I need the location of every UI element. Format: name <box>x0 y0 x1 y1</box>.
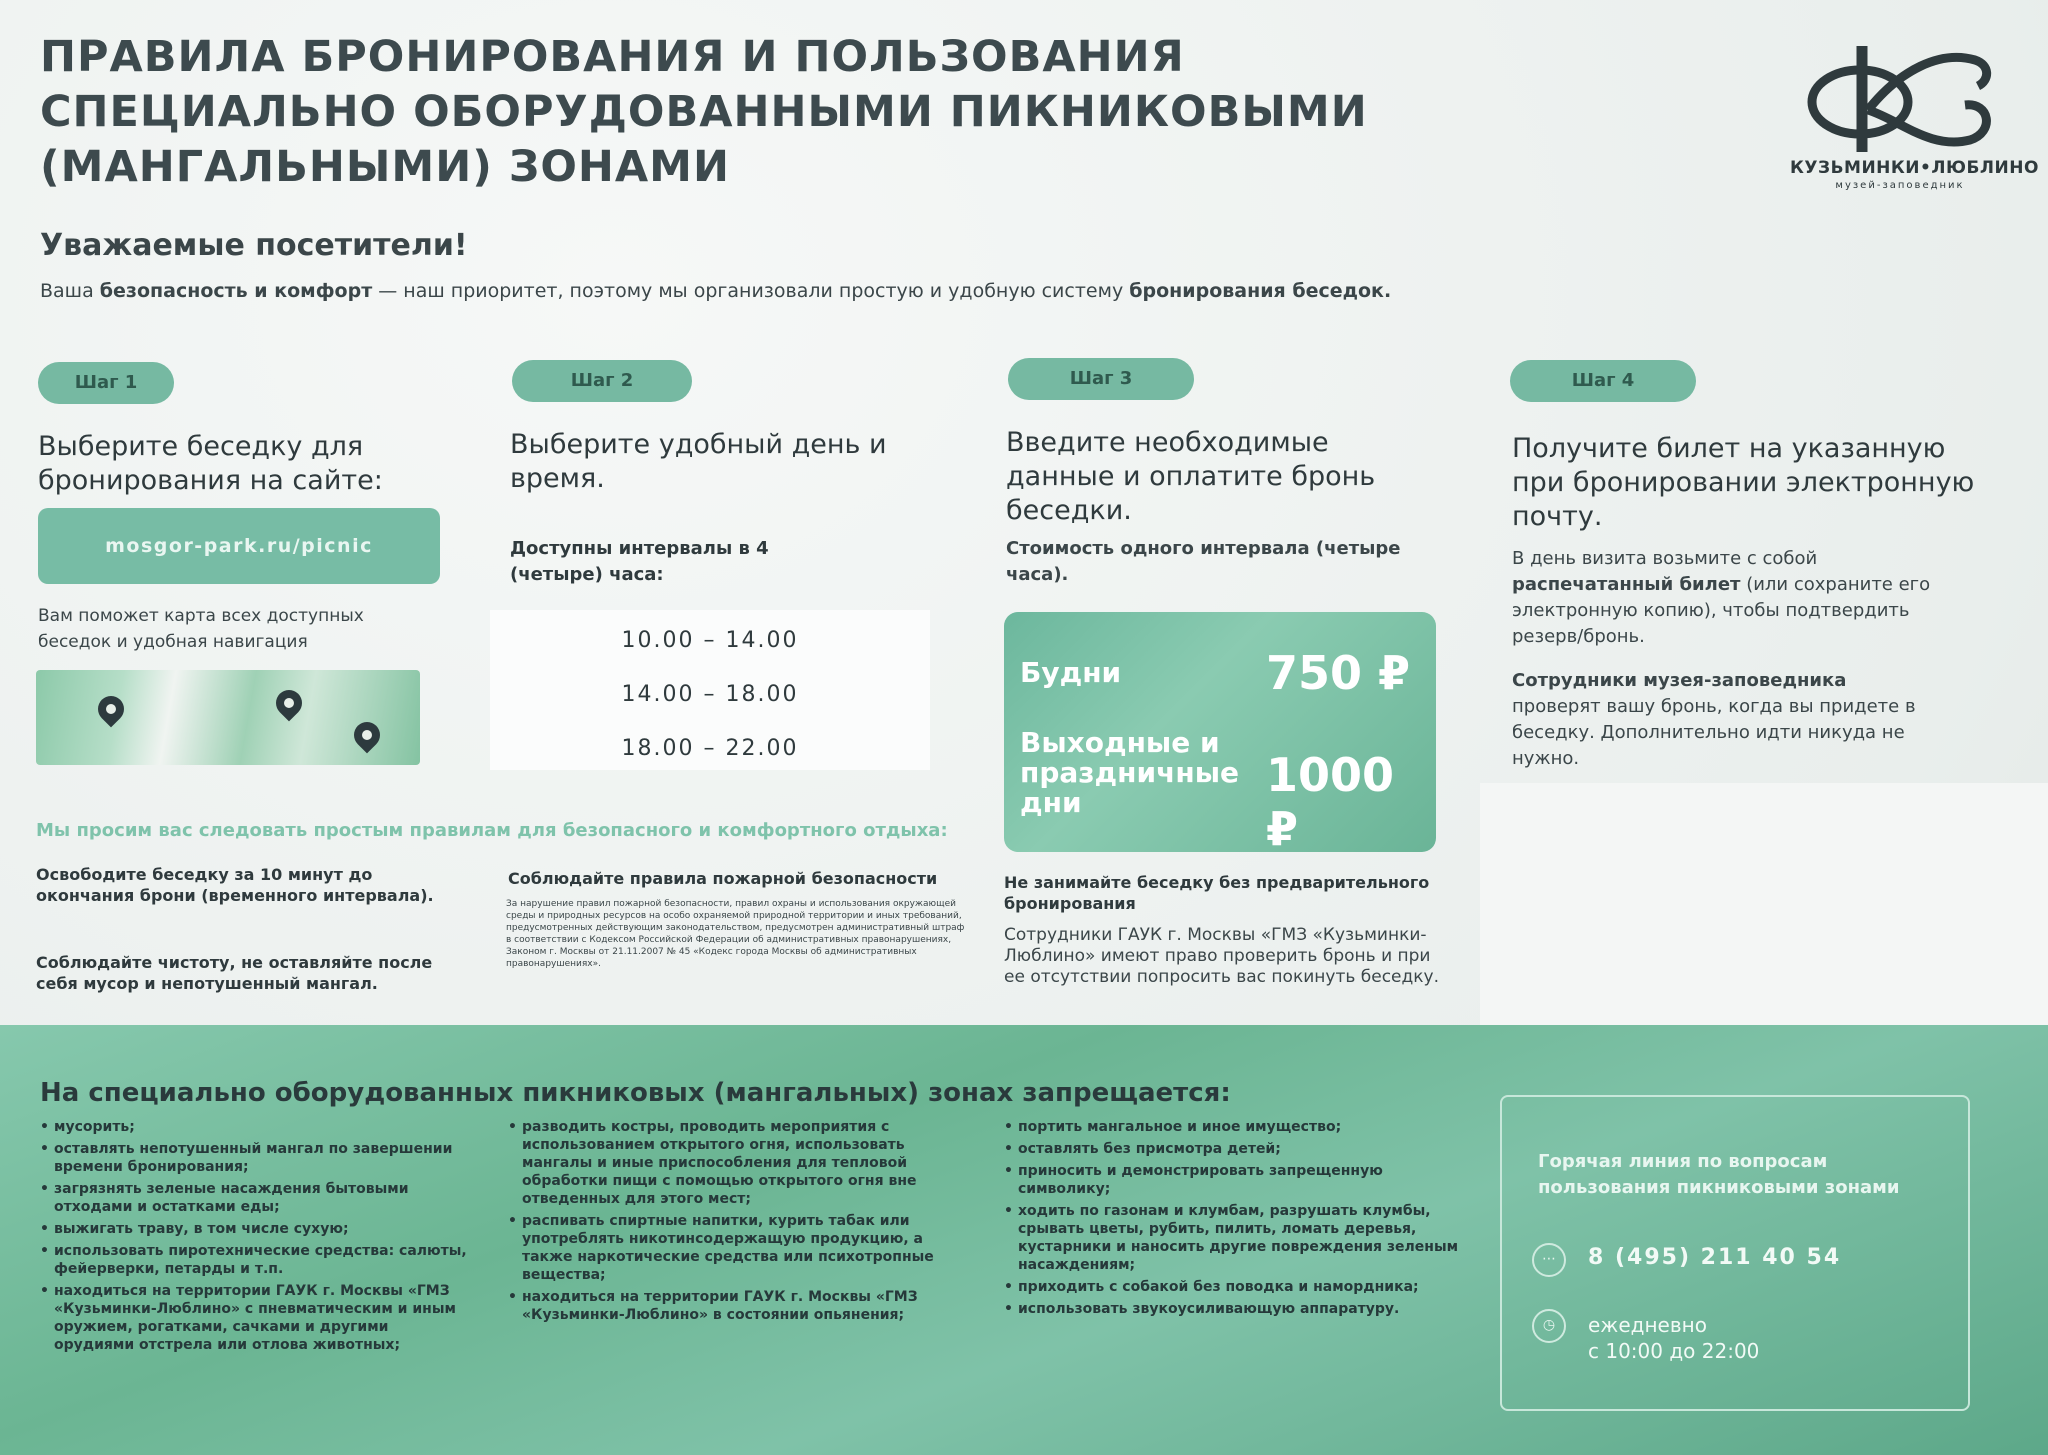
list-item: • находиться на территории ГАУК г. Москвы «ГМЗ «Кузьминки-Люблино» в состоянии опьянения; <box>508 1288 968 1324</box>
fire-safety-fine-print: За нарушение правил пожарной безопасности, правил охраны и использования окружающей среды и природных ресурсов на особо охраняемой природной территории и иных требований, предусмотренных действующим законодательством, предусмотрен административный штраф в соответствии с Кодексом Российской Федерации об административных правонарушениях, Законом г. Москвы от 21.11.2007 № 45 «Кодекс города Москвы об административных правонарушениях». <box>506 899 965 969</box>
logo-emblem-icon <box>1790 40 2010 155</box>
title-line-2: СПЕЦИАЛЬНО ОБОРУДОВАННЫМИ ПИКНИКОВЫМИ <box>40 87 1368 137</box>
step-3-heading: Введите необходимые данные и оплатите бронь беседки. <box>1006 427 1376 526</box>
list-item: • оставлять непотушенный мангал по завершении времени бронирования; <box>40 1140 470 1176</box>
rule-no-booking: Не занимайте беседку без предварительного бронирования <box>1004 873 1430 913</box>
price-label-weekday: Будни <box>1020 656 1122 689</box>
interval-item: 18.00 – 22.00 <box>621 736 799 761</box>
clock-icon: ◷ <box>1532 1309 1566 1343</box>
list-item: • разводить костры, проводить мероприятия с использованием открытого огня, использовать мангалы и иные приспособления для тепловой обработки пищи с помощью открытого огня вне отведенных для этого мест; <box>508 1118 968 1208</box>
ticket-text-a: В день визита возьмите с собой <box>1512 548 1818 569</box>
board-title <box>40 30 1440 195</box>
step-2-heading: Выберите удобный день и время. <box>510 429 887 494</box>
intro-bold-1: безопасность и комфорт <box>99 280 373 302</box>
rule-clean: Соблюдайте чистоту, не оставляйте после себя мусор и непотушенный мангал. <box>36 953 433 993</box>
list-item: • выжигать траву, в том числе сухую; <box>40 1220 470 1238</box>
blank-sticker <box>1480 783 2048 1053</box>
rule-fire-safety: Соблюдайте правила пожарной безопасности <box>508 869 938 888</box>
intervals-title: Доступны интервалы в 4 (четыре) часа: <box>510 538 769 585</box>
list-item: • находиться на территории ГАУК г. Москвы «ГМЗ «Кузьминки-Люблино» с пневматическим и иным оружием, рогатками, сачками и другими орудиями отстрела или отлова животных; <box>40 1282 470 1354</box>
hotline-schedule <box>1588 1312 1759 1364</box>
list-item: • распивать спиртные напитки, курить табак или употреблять никотинсодержащую продукцию, а также наркотические средства или психотропные вещества; <box>508 1212 968 1284</box>
prohibited-title: На специально оборудованных пикниковых (мангальных) зонах запрещается: <box>40 1078 1231 1108</box>
rule-free-gazebo: Освободите беседку за 10 минут до окончания брони (временного интервала). <box>36 865 434 905</box>
list-item: • загрязнять зеленые насаждения бытовыми отходами и остатками еды; <box>40 1180 470 1216</box>
list-item: • ходить по газонам и клумбам, разрушать клумбы, срывать цветы, рубить, пилить, ломать деревья, кустарники и наносить другие повреждения зеленым насаждениям; <box>1004 1202 1474 1274</box>
price-label-weekend: Выходные и праздничные дни <box>1020 726 1240 819</box>
step-4-pill: Шаг 4 <box>1510 360 1696 402</box>
title-line-3: (МАНГАЛЬНЫМИ) ЗОНАМИ <box>40 142 730 192</box>
intervals-list <box>490 610 930 770</box>
step-4-heading: Получите билет на указанную при бронировании электронную почту. <box>1512 433 1975 532</box>
hotline-title: Горячая линия по вопросам пользования пикниковыми зонами <box>1538 1151 1900 1198</box>
hotline-panel <box>1500 1095 1970 1411</box>
list-item: • оставлять без присмотра детей; <box>1004 1140 1474 1158</box>
list-item: • приносить и демонстрировать запрещенную символику; <box>1004 1162 1474 1198</box>
intro-bold-2: бронирования беседок. <box>1129 280 1392 302</box>
phone-icon: ⋯ <box>1532 1243 1566 1277</box>
list-item: • приходить с собакой без поводка и намордника; <box>1004 1278 1474 1296</box>
step-1-pill: Шаг 1 <box>38 362 174 404</box>
gazebo-map <box>36 670 420 765</box>
ticket-text-c: (или сохраните его электронную копию), чтобы подтвердить резерв/бронь. <box>1512 574 1931 647</box>
staff-bold: Сотрудники музея-заповедника <box>1512 670 1847 691</box>
rules-heading: Мы просим вас следовать простым правилам для безопасного и комфортного отдыха: <box>36 820 948 841</box>
interval-item: 14.00 – 18.00 <box>621 682 799 707</box>
logo-subtitle: музей-заповедник <box>1835 180 1965 191</box>
list-item: • использовать звукоусиливающую аппаратуру. <box>1004 1300 1474 1318</box>
logo-name: КУЗЬМИНКИ•ЛЮБЛИНО <box>1790 158 2039 178</box>
staff-check-note: Сотрудники ГАУК г. Москвы «ГМЗ «Кузьминки-Люблино» имеют право проверить бронь и при ее отсутствии попросить вас покинуть беседку. <box>1004 925 1440 987</box>
map-pin-icon <box>93 691 130 728</box>
greeting: Уважаемые посетители! <box>40 228 468 263</box>
hotline-phone[interactable]: 8 (495) 211 40 54 <box>1588 1245 1842 1270</box>
intro-prefix: Ваша <box>40 280 100 302</box>
schedule-line-1: ежедневно <box>1588 1313 1707 1337</box>
intro-text <box>40 280 1391 302</box>
price-value-weekend: 1000 ₽ <box>1266 748 1395 856</box>
price-value-weekday: 750 ₽ <box>1266 646 1411 700</box>
list-item: • использовать пиротехнические средства: салюты, фейерверки, петарды и т.п. <box>40 1242 470 1278</box>
prohibited-col-2 <box>508 1118 968 1328</box>
museum-logo <box>1790 40 2039 200</box>
ticket-text-bold: распечатанный билет <box>1512 574 1741 595</box>
price-panel <box>1004 612 1436 856</box>
list-item: • портить мангальное и иное имущество; <box>1004 1118 1474 1136</box>
map-pin-icon <box>349 717 386 754</box>
step-1-text: Вам поможет карта всех доступных беседок и удобная навигация <box>38 606 364 652</box>
booking-site-link[interactable]: mosgor-park.ru/picnic <box>38 508 440 584</box>
prohibited-col-3 <box>1004 1118 1474 1322</box>
step-3-pill: Шаг 3 <box>1008 358 1194 400</box>
step-4-staff-text <box>1512 668 1932 772</box>
schedule-line-2: с 10:00 до 22:00 <box>1588 1339 1760 1363</box>
step-4-ticket-text <box>1512 546 1932 650</box>
cost-title: Стоимость одного интервала (четыре часа). <box>1006 538 1401 585</box>
list-item: • мусорить; <box>40 1118 470 1136</box>
prohibited-col-1 <box>40 1118 470 1358</box>
interval-item: 10.00 – 14.00 <box>621 628 799 653</box>
staff-text: проверят вашу бронь, когда вы придете в беседку. Дополнительно идти никуда не нужно. <box>1512 696 1916 769</box>
intro-middle: — наш приоритет, поэтому мы организовали простую и удобную систему <box>372 280 1130 302</box>
map-pin-icon <box>271 685 308 722</box>
step-2-pill: Шаг 2 <box>512 360 692 402</box>
title-line-1: ПРАВИЛА БРОНИРОВАНИЯ И ПОЛЬЗОВАНИЯ <box>40 32 1185 82</box>
step-1-heading: Выберите беседку для бронирования на сайте: <box>38 431 383 496</box>
